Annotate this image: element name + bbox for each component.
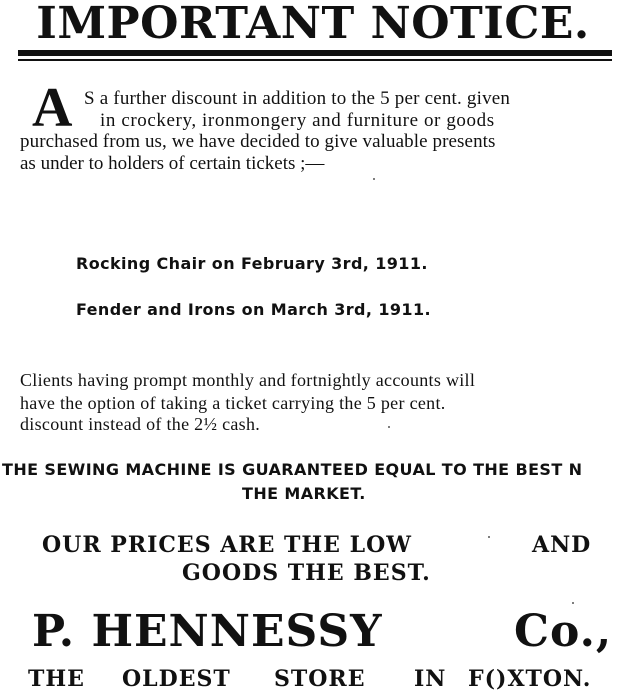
intro-line-3: purchased from us, we have decided to give valuable presents bbox=[20, 131, 496, 152]
clients-line-1: Clients having prompt monthly and fortnightly accounts will bbox=[20, 370, 476, 390]
prices-line-1-right: AND bbox=[532, 532, 592, 558]
title-rule-thick bbox=[18, 50, 612, 56]
print-speck bbox=[572, 602, 574, 604]
print-speck bbox=[373, 178, 375, 180]
prices-line-2: GOODS THE BEST. bbox=[182, 560, 431, 586]
clients-line-2: have the option of taking a ticket carrying the 5 per cent. bbox=[20, 393, 446, 413]
dated-item-fender-irons: Fender and Irons on March 3rd, 1911. bbox=[76, 300, 431, 319]
footer-word-store: STORE bbox=[274, 666, 366, 692]
sewing-line-2: THE MARKET. bbox=[242, 484, 366, 503]
notice-title: IMPORTANT NOTICE. bbox=[36, 0, 590, 49]
print-speck bbox=[488, 536, 490, 538]
clients-line-3: discount instead of the 2½ cash. bbox=[20, 414, 261, 434]
intro-line-2: in crockery, ironmongery and furniture or goods bbox=[100, 110, 495, 131]
footer-word-oldest: OLDEST bbox=[122, 666, 231, 692]
footer-word-foxton: F()XTON. bbox=[468, 666, 592, 692]
brand-suffix: Co., bbox=[514, 606, 613, 657]
print-speck bbox=[388, 426, 390, 428]
title-rule-thin bbox=[18, 59, 612, 61]
intro-line-4: as under to holders of certain tickets ;— bbox=[20, 153, 325, 174]
brand-name: P. HENNESSY bbox=[32, 606, 383, 657]
sewing-line-1: THE SEWING MACHINE IS GUARANTEED EQUAL TO THE BEST N bbox=[2, 460, 583, 479]
footer-word-in: IN bbox=[414, 666, 447, 692]
dated-item-rocking-chair: Rocking Chair on February 3rd, 1911. bbox=[76, 254, 428, 273]
intro-line-1: S a further discount in addition to the 5 per cent. given bbox=[84, 88, 511, 109]
intro-dropcap: A bbox=[32, 77, 73, 139]
prices-line-1-left: OUR PRICES ARE THE LOW bbox=[42, 532, 412, 558]
footer-word-the: THE bbox=[28, 666, 85, 692]
